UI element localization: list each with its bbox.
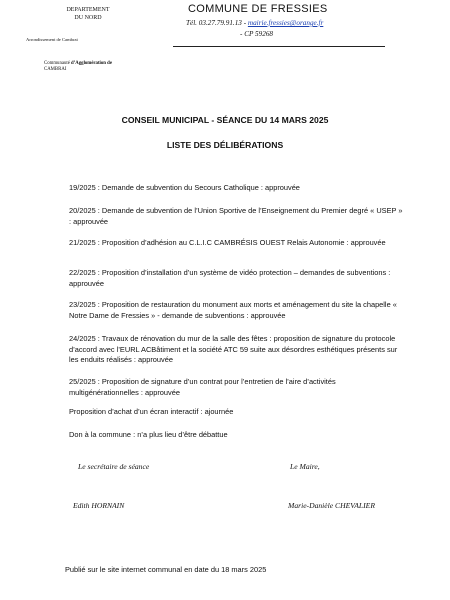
deliberation-item: 19/2025 : Demande de subvention du Secours Catholique : approuvée bbox=[69, 183, 300, 192]
communaute-block bbox=[44, 61, 144, 73]
deliberation-item: 22/2025 : Proposition d’installation d’un système de vidéo protection – demandes de subventions : approuvée bbox=[69, 268, 391, 288]
header-divider bbox=[173, 46, 385, 47]
commune-name: COMMUNE DE FRESSIES bbox=[188, 3, 328, 15]
page-title: CONSEIL MUNICIPAL - SÉANCE DU 14 MARS 2025 bbox=[121, 115, 329, 125]
deliberation-item: Don à la commune : n’a plus lieu d’être débattue bbox=[69, 430, 228, 439]
contact-line bbox=[186, 19, 323, 27]
department-line2: DU NORD bbox=[74, 14, 102, 21]
publication-note: Publié sur le site internet communal en date du 18 mars 2025 bbox=[65, 565, 267, 574]
secretary-role: Le secrétaire de séance bbox=[78, 462, 150, 471]
communaute-line2: CAMBRAI bbox=[44, 67, 67, 72]
telephone: Tél. 03.27.79.91.13 - bbox=[186, 19, 248, 27]
postal-code: - CP 59268 bbox=[240, 30, 274, 38]
communaute-prefix: Communauté bbox=[44, 61, 72, 66]
deliberation-item: 23/2025 : Proposition de restauration du monument aux morts et aménagement du site la chapelle « Notre Dame de Fressies » - demande de subventions : approuvée bbox=[69, 300, 397, 320]
email-link[interactable]: mairie.fressies@orange.fr bbox=[247, 19, 324, 27]
arrondissement: Arrondissement de Cambrai bbox=[26, 37, 78, 42]
mayor-name: Marie-Danièle CHEVALIER bbox=[288, 501, 375, 510]
deliberation-item: 20/2025 : Demande de subvention de l’Union Sportive de l’Enseignement du Premier degré « USEP » : approuvée bbox=[69, 206, 403, 226]
communaute-bold: d’Agglomération de bbox=[71, 61, 112, 66]
page-subtitle: LISTE DES DÉLIBÉRATIONS bbox=[166, 140, 284, 150]
department-block bbox=[52, 7, 124, 22]
deliberation-item: 25/2025 : Proposition de signature d’un contrat pour l’entretien de l’aire d’activités multigénérationnelles : approuvée bbox=[69, 377, 336, 397]
deliberation-item: 24/2025 : Travaux de rénovation du mur de la salle des fêtes : proposition de signature du protocole d’accord avec l’EURL ACBâtiment et la société ATC 59 suite aux désordres esthétiques présents sur les enduits réalisés : approuvée bbox=[69, 334, 398, 364]
mayor-role: Le Maire, bbox=[290, 462, 320, 471]
deliberation-item: Proposition d’achat d’un écran interactif : ajournée bbox=[69, 407, 234, 416]
deliberation-item: 21/2025 : Proposition d’adhésion au C.L.I.C CAMBRÉSIS OUEST Relais Autonomie : approuvée bbox=[69, 238, 386, 247]
secretary-name: Edith HORNAIN bbox=[73, 501, 125, 510]
department-line1: DEPARTEMENT bbox=[66, 7, 110, 13]
